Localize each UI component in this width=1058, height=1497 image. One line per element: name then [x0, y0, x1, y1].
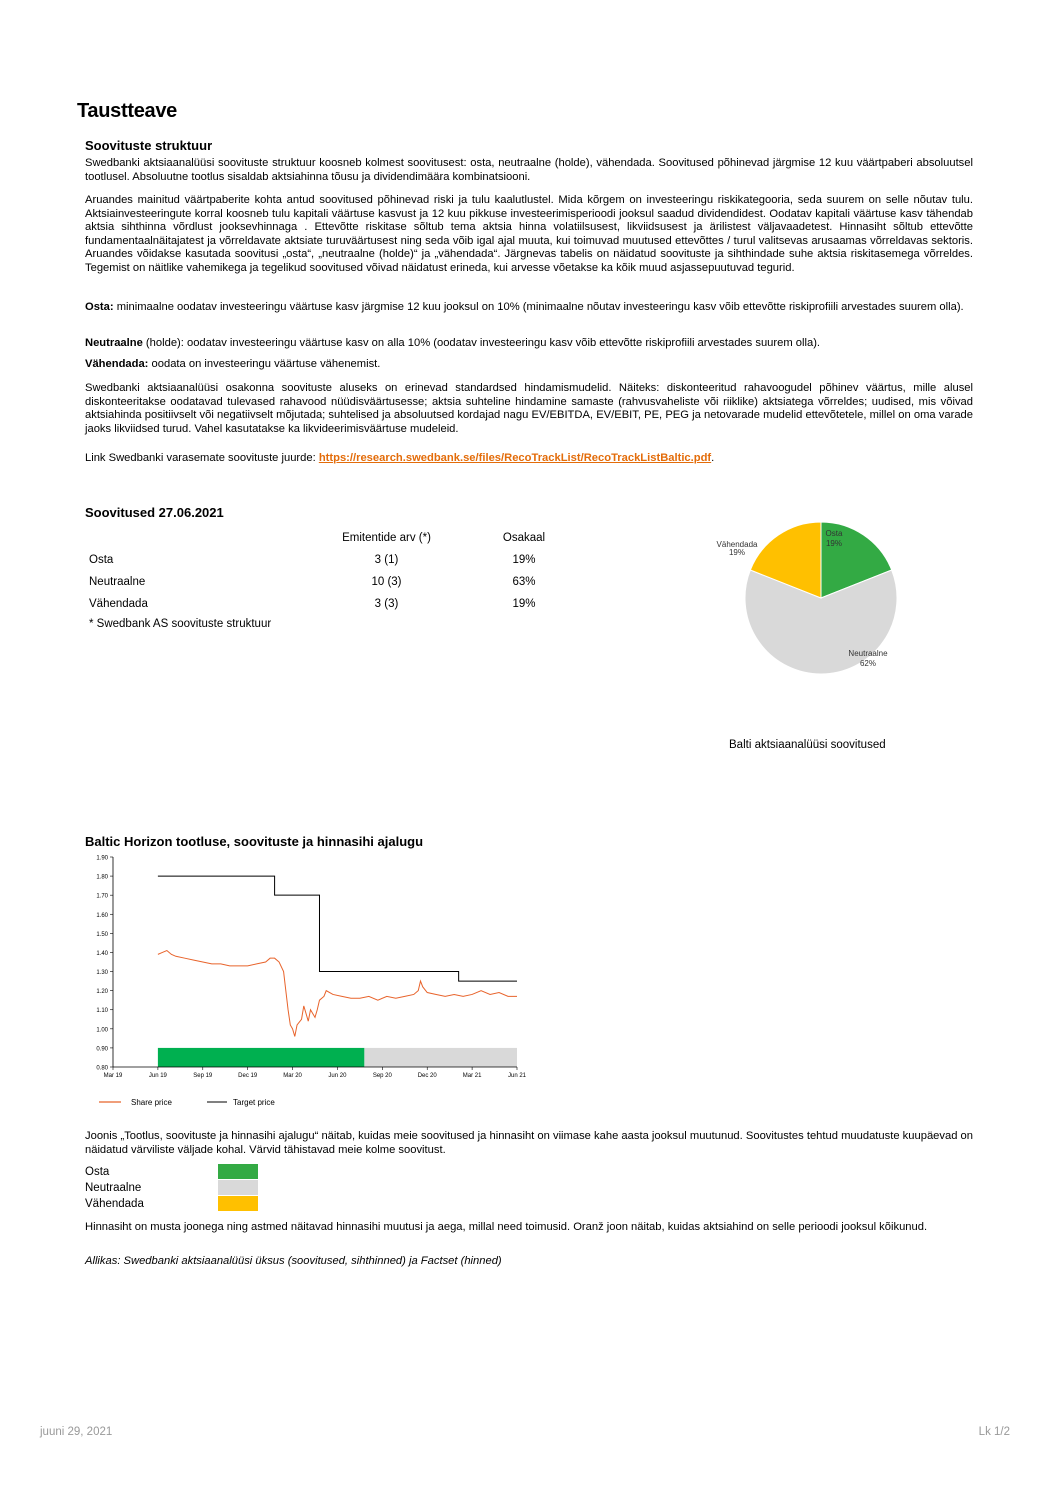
- table-row: [85, 549, 584, 571]
- recommendations-table: [85, 527, 584, 615]
- pie-caption: Balti aktsiaanalüüsi soovitused: [729, 739, 886, 751]
- pie-pct-osta: 19%: [825, 539, 843, 548]
- legend-target-label: Target price: [233, 1098, 275, 1107]
- section-heading-structure: Soovituste struktuur: [85, 138, 213, 153]
- x-tick-label: Sep 19: [193, 1073, 213, 1079]
- pie-pct-neutraalne: 62%: [859, 659, 877, 668]
- legend-vahendada-label: Vähendada: [85, 1198, 144, 1210]
- y-tick-label: 1.20: [96, 989, 108, 996]
- header-share: Osakaal: [502, 532, 546, 544]
- x-tick-label: Mar 19: [103, 1073, 123, 1079]
- y-tick-label: 1.50: [96, 931, 108, 938]
- x-tick-label: Jun 20: [328, 1073, 347, 1079]
- table-footnote: * Swedbank AS soovituste struktuur: [89, 618, 272, 630]
- definition-neutraalne-text: (holde): oodatav investeeringu väärtuse kasv on alla 10% (oodatav investeeringu kasv võib ettevõtte riskiprofiili arvestades suurem olla).: [142, 337, 821, 349]
- section-heading-recommendations: Soovitused 27.06.2021: [85, 505, 224, 520]
- y-tick-label: 1.70: [96, 893, 108, 900]
- link-prefix: Link Swedbanki varasemate soovituste juurde:: [85, 452, 319, 464]
- y-tick-label: 1.80: [96, 874, 108, 881]
- reco-track-list-link[interactable]: https://research.swedbank.se/files/RecoTrackList/RecoTrackListBaltic.pdf: [318, 452, 712, 464]
- pie-label-neutraalne: Neutraalne: [848, 649, 888, 658]
- y-tick-label: 1.40: [96, 950, 108, 957]
- pie-pct-vahendada: 19%: [728, 548, 746, 557]
- y-tick-label: 1.00: [96, 1027, 108, 1034]
- paragraph-models: Swedbanki aktsiaanalüüsi osakonna soovituste aluseks on erinevad standardsed hindamismudelid. Näiteks: diskonteeritud rahavoogudel põhinev väärtus, mille alusel diskonteeritakse oodatavad tulevased rahavood nüüdisväärtusesse; aktsia suhteline hindamine samaste (rahvusvaheliste või riiklike) aktsiatega võrreldes; uudised, mis võivad aktsiahinda positiivselt või negatiivselt mõjutada; suhtelised ja absoluutsed kordajad nagu EV/EBITDA, EV/EBIT, PE, PEG ja netovarade mudelid ettevõtetele, millel on oma varade jaoks likviidsed turud. Vahel kasutatakse ka likvideerimisväärtuse mudeleid.: [85, 382, 973, 435]
- x-tick-label: Sep 20: [372, 1073, 392, 1079]
- link-suffix: .: [711, 452, 715, 464]
- page-title: Taustteave: [77, 100, 178, 122]
- target-explanation: Hinnasiht on musta joonega ning astmed näitavad hinnasihi muutusi ja aega, millal need toimusid. Oranž joon näitab, kuidas aktsiahind on selle perioodi jooksul kõikunud.: [85, 1221, 928, 1233]
- y-tick-label: 1.30: [96, 970, 108, 977]
- definition-vahendada: [85, 358, 973, 372]
- section-heading-history: Baltic Horizon tootluse, soovituste ja hinnasihi ajalugu: [85, 834, 424, 849]
- definition-osta-text: minimaalne oodatav investeeringu väärtuse kasv järgmise 12 kuu jooksul on 10% (minimaalne nõutav investeeringu kasv võib ettevõtte riskiprofiili arvestades suurem olla).: [113, 301, 964, 313]
- recommendation-band: [158, 1048, 364, 1067]
- row-count: 3 (3): [374, 598, 399, 610]
- recommendations-pie-chart: [700, 515, 920, 685]
- x-tick-label: Jun 19: [148, 1073, 167, 1079]
- recommendation-band: [364, 1048, 517, 1067]
- pie-label-osta: Osta: [825, 529, 843, 538]
- legend-share-label: Share price: [131, 1098, 172, 1107]
- y-tick-label: 1.60: [96, 912, 108, 919]
- paragraph-risk: Aruandes mainitud väärtpaberite kohta antud soovitused põhinevad riski ja tulu kaalutlustel. Mida kõrgem on investeeringu riskikategooria, seda suurem on selle nõutav tulu. Aktsiainvesteeringute korral koosneb tulu kapitali väärtuse kasvust ja 12 kuu pikkuse investeerimisperioodi jooksul saadud dividendidest. Oodatav kapitali väärtuse kasv tähendab aktsia sihthinna võrdlust jooksevhinnaga . Ettevõtte riskitase sõltub tema aktsia hinna volatiilsusest, likviidsusest ja ärilistest väljavaadetest. Hinnasiht sõltub ettevõtte fundamentaalnäitajatest ja võrreldavate aktsiate turuväärtusest ning seda võib igal ajal muuta, kui toimuvad muutused ettevõttes / turul valitsevas arusaamas võrreldavas sektoris. Aruandes võidakse kasutada soovitusi „osta“, „neutraalne (holde)“ ja „vähendada“. Järgnevas tabelis on näidatud soovituste ja sihthindade suhe aktsia riskitasemega võrreldes. Tegemist on näitlike vahemikega ja tegelikud soovitused võivad näidatust erineda, kui arvesse võetakse ka kõik muud asjassepuutuvad tegurid.: [85, 194, 973, 274]
- row-count: 10 (3): [371, 576, 402, 588]
- definition-vahendada-text: oodata on investeeringu väärtuse vähenemist.: [148, 358, 381, 370]
- legend-vahendada-swatch: [218, 1196, 258, 1211]
- table-row: [85, 571, 584, 593]
- legend-osta-swatch: [218, 1164, 258, 1179]
- pie-label-vahendada: Vähendada: [716, 540, 758, 549]
- row-share: 63%: [512, 576, 536, 588]
- legend-osta-label: Osta: [85, 1166, 110, 1178]
- row-name: Osta: [89, 554, 114, 566]
- footer-page-number: Lk 1/2: [978, 1426, 1010, 1438]
- footer-date: juuni 29, 2021: [40, 1426, 113, 1438]
- x-tick-label: Mar 21: [462, 1073, 482, 1079]
- row-share: 19%: [512, 598, 536, 610]
- definition-osta-label: Osta:: [85, 301, 114, 313]
- y-tick-label: 1.90: [96, 855, 108, 862]
- x-tick-label: Dec 19: [238, 1073, 258, 1079]
- source-note: Allikas: Swedbanki aktsiaanalüüsi üksus (soovitused, sihthinned) ja Factset (hinned): [85, 1255, 502, 1267]
- definition-osta: [85, 301, 973, 315]
- definition-vahendada-label: Vähendada:: [85, 358, 149, 370]
- y-tick-label: 0.90: [96, 1046, 108, 1053]
- header-empty: [85, 527, 309, 549]
- chart-explanation: Joonis „Tootlus, soovituste ja hinnasihi ajalugu“ näitab, kuidas meie soovitused ja hinnasiht on viimase kahe aasta jooksul muutunud. Soovitustes tehtud muudatuste kuupäevad on näidatud värviliste väljade kohal. Värvid tähistavad meie kolme soovitust.: [85, 1130, 973, 1156]
- target-price-line: [158, 876, 517, 981]
- y-tick-label: 1.10: [96, 1008, 108, 1015]
- y-tick-label: 0.80: [96, 1065, 108, 1072]
- legend-neutraalne-label: Neutraalne: [85, 1182, 142, 1194]
- table-row: [85, 593, 584, 615]
- share-price-line: [158, 951, 517, 1037]
- row-name: Vähendada: [89, 598, 148, 610]
- paragraph-link: [85, 452, 973, 466]
- paragraph-intro: Swedbanki aktsiaanalüüsi soovituste struktuur koosneb kolmest soovitusest: osta, neutraalne (holde), vähendada. Soovitused põhinevad järgmise 12 kuu väärtpaberi absoluutsel tootlusel. Absoluutne tootlus sisaldab aktsiahinna tõusu ja dividendimäära kombinatsiooni.: [85, 157, 973, 183]
- legend-neutraalne-swatch: [218, 1180, 258, 1195]
- table-header-row: [85, 527, 584, 549]
- row-share: 19%: [512, 554, 536, 566]
- row-name: Neutraalne: [89, 576, 146, 588]
- definition-neutraalne: [85, 337, 973, 351]
- row-count: 3 (1): [374, 554, 399, 566]
- price-history-chart: [85, 852, 545, 1114]
- definition-neutraalne-label: Neutraalne: [85, 337, 143, 349]
- x-tick-label: Jun 21: [507, 1073, 527, 1079]
- x-tick-label: Dec 20: [417, 1073, 437, 1079]
- header-count: Emitentide arv (*): [342, 532, 431, 544]
- x-tick-label: Mar 20: [283, 1073, 302, 1079]
